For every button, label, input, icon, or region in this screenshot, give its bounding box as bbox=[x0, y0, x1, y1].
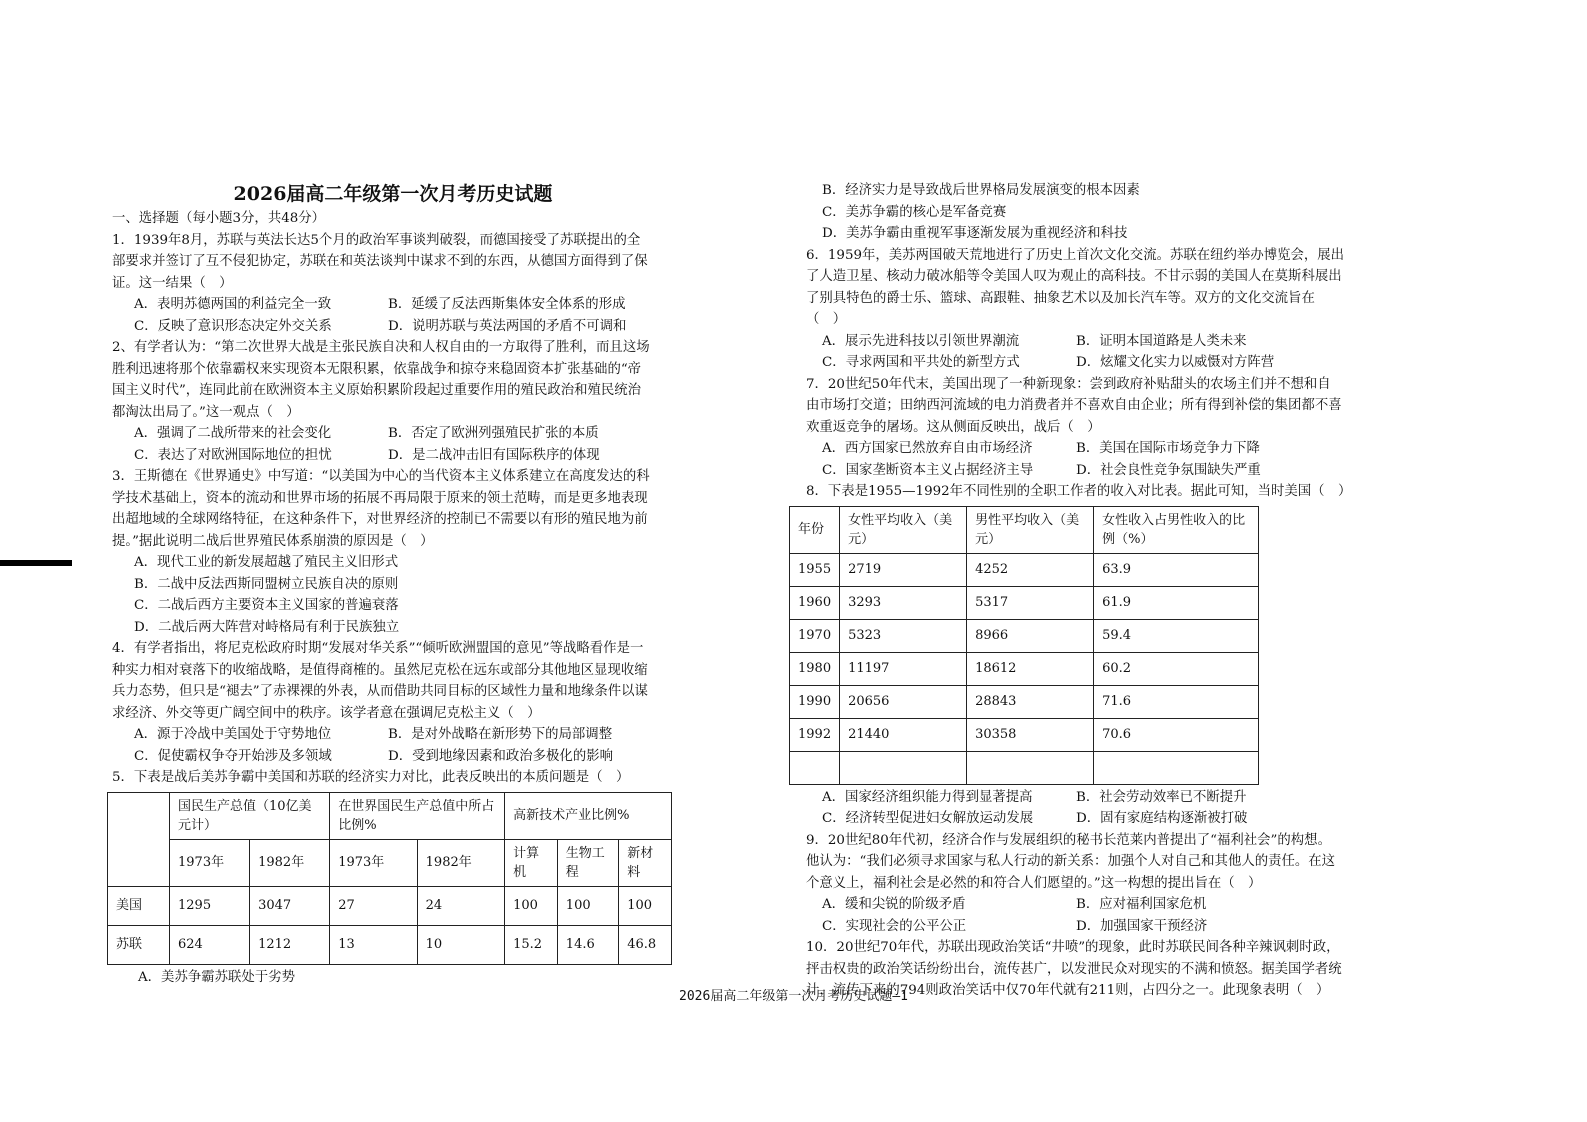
section-heading: 一、选择题（每小题3分，共48分） bbox=[112, 211, 326, 226]
question-stem-line: 都淘汰出局了。”这一观点（ ） bbox=[112, 404, 300, 420]
question-stem: 5．下表是战后美苏争霸中美国和苏联的经济实力对比，此表反映出的本质问题是（ ） bbox=[112, 770, 630, 785]
table-cell: 5323 bbox=[840, 619, 967, 652]
option-c: C．经济转型促进妇女解放运动发展 bbox=[822, 811, 1034, 826]
table-cell: 14.6 bbox=[557, 925, 618, 964]
question-stem-line: 计，流传下来的794则政治笑话中仅70年代就有211则，占四分之一。此现象表明（ ） bbox=[806, 983, 1330, 998]
option-c: C．实现社会的公平公正 bbox=[822, 918, 967, 934]
option-d: D．社会良性竞争氛围缺失严重 bbox=[1076, 462, 1261, 478]
table-cell: 1295 bbox=[170, 886, 250, 925]
table-cell bbox=[790, 751, 840, 784]
table-header: 新材料 bbox=[619, 839, 672, 886]
table-cell: 100 bbox=[619, 886, 672, 925]
table-header-tech: 高新技术产业比例% bbox=[505, 792, 672, 839]
option-d: D．炫耀文化实力以威慑对方阵营 bbox=[1076, 355, 1275, 370]
table-header-row bbox=[108, 839, 672, 886]
question-stem-line: 证。这一结果（ ） bbox=[112, 275, 233, 291]
question-2 bbox=[112, 337, 674, 466]
table-cell: 1992 bbox=[790, 718, 840, 751]
table-row bbox=[790, 685, 1259, 718]
question-stem-line: 7．20世纪50年代末，美国出现了一种新现象：尝到政府补贴甜头的农场主们并不想和自 bbox=[806, 376, 1331, 392]
table-cell: 3047 bbox=[250, 886, 330, 925]
table-cell: 1960 bbox=[790, 586, 840, 619]
table-row bbox=[108, 925, 672, 964]
option-b: B．是对外战略在新形势下的局部调整 bbox=[388, 727, 613, 742]
question-stem-line: 欢重返竞争的屠场。这从侧面反映出，战后（ ） bbox=[806, 419, 1101, 435]
option-a: A．源于冷战中美国处于守势地位 bbox=[134, 727, 332, 742]
option-b: B．证明本国道路是人类未来 bbox=[1076, 333, 1247, 349]
table-row bbox=[790, 553, 1259, 586]
option-c: C．二战后西方主要资本主义国家的普遍衰落 bbox=[134, 598, 399, 613]
table-cell: 59.4 bbox=[1094, 619, 1259, 652]
option-a: A．美苏争霸苏联处于劣势 bbox=[138, 969, 295, 985]
table-header: 计算机 bbox=[505, 839, 558, 886]
question-5 bbox=[112, 767, 674, 988]
question-stem-line: 学技术基础上，资本的流动和世界市场的拓展不再局限于原来的领土范畴，而是更多地表现 bbox=[112, 490, 648, 506]
exam-title: 2026届高二年级第一次月考历史试题 bbox=[233, 183, 553, 205]
table-cell: 5317 bbox=[967, 586, 1094, 619]
income-comparison-table bbox=[789, 506, 1259, 785]
question-9 bbox=[806, 830, 1362, 938]
option-c: C．反映了意识形态决定外交关系 bbox=[134, 318, 332, 334]
table-row bbox=[790, 751, 1259, 784]
table-cell: 30358 bbox=[967, 718, 1094, 751]
table-cell: 15.2 bbox=[505, 925, 558, 964]
table-cell: 624 bbox=[170, 925, 250, 964]
table-cell: 2719 bbox=[840, 553, 967, 586]
table-cell: 100 bbox=[557, 886, 618, 925]
question-stem-line: 个意义上，福利社会是必然的和符合人们愿望的。”这一构想的提出旨在（ ） bbox=[806, 875, 1262, 891]
option-a: A．西方国家已然放弃自由市场经济 bbox=[822, 441, 1033, 456]
question-stem-line: 抨击权贵的政治笑话纷纷出台，流传甚广，以发泄民众对现实的不满和愤怒。据美国学者统 bbox=[806, 961, 1342, 977]
table-cell bbox=[967, 751, 1094, 784]
table-cell bbox=[840, 751, 967, 784]
table-header: 生物工程 bbox=[557, 839, 618, 886]
question-stem: 8．下表是1955—1992年不同性别的全职工作者的收入对比表。据此可知，当时美国（ ） bbox=[806, 484, 1352, 499]
table-row bbox=[790, 619, 1259, 652]
table-cell: 18612 bbox=[967, 652, 1094, 685]
table-cell: 28843 bbox=[967, 685, 1094, 718]
question-stem-line: 9．20世纪80年代初，经济合作与发展组织的秘书长范莱内普提出了“福利社会”的构想。 bbox=[806, 832, 1331, 848]
question-stem-line: 他认为：“我们必须寻求国家与私人行动的新关系：加强个人对自己和其他人的责任。在这 bbox=[806, 854, 1336, 869]
question-stem-line: 国主义时代”，连同此前在欧洲资本主义原始积累阶段起过重要作用的殖民政治和殖民统治 bbox=[112, 383, 642, 398]
question-stem-line: 了人造卫星、核动力破冰船等令美国人叹为观止的高科技。不甘示弱的美国人在莫斯科展出 bbox=[806, 269, 1342, 284]
question-stem-line: 了别具特色的爵士乐、篮球、高跟鞋、抽象艺术以及加长汽车等。双方的文化交流旨在 bbox=[806, 290, 1315, 306]
table-cell: 60.2 bbox=[1094, 652, 1259, 685]
table-cell bbox=[108, 792, 170, 886]
table-cell: 100 bbox=[505, 886, 558, 925]
table-cell: 1970 bbox=[790, 619, 840, 652]
table-header: 男性平均收入（美元） bbox=[967, 506, 1094, 553]
table-row bbox=[108, 886, 672, 925]
economic-comparison-table bbox=[107, 792, 672, 965]
option-d: D．美苏争霸由重视军事逐渐发展为重视经济和科技 bbox=[822, 226, 1128, 241]
option-d: D．二战后两大阵营对峙格局有利于民族独立 bbox=[134, 619, 400, 635]
left-column bbox=[112, 180, 674, 988]
table-cell: 4252 bbox=[967, 553, 1094, 586]
table-row bbox=[790, 718, 1259, 751]
table-cell: 1212 bbox=[250, 925, 330, 964]
option-b: B．否定了欧洲列强殖民扩张的本质 bbox=[388, 426, 599, 441]
option-d: D．受到地缘因素和政治多极化的影响 bbox=[388, 748, 613, 764]
question-stem-line: 种实力相对衰落下的收缩战略，是值得商榷的。虽然尼克松在远东或部分其他地区显现收缩 bbox=[112, 662, 648, 678]
table-cell: 21440 bbox=[840, 718, 967, 751]
page-footer: 2026届高二年级第一次月考历史试题—1 bbox=[679, 989, 908, 1004]
question-stem-line: 3．王斯德在《世界通史》中写道：“以美国为中心的当代资本主义体系建立在高度发达的科 bbox=[112, 469, 650, 484]
option-b: B．延缓了反法西斯集体安全体系的形成 bbox=[388, 297, 626, 312]
table-header: 1982年 bbox=[250, 839, 330, 886]
question-stem-line: （ ） bbox=[806, 312, 847, 327]
table-cell: 46.8 bbox=[619, 925, 672, 964]
table-cell: 13 bbox=[330, 925, 417, 964]
table-cell: 苏联 bbox=[108, 925, 170, 964]
table-cell: 27 bbox=[330, 886, 417, 925]
option-a: A．国家经济组织能力得到显著提高 bbox=[822, 789, 1033, 805]
question-stem-line: 提。”据此说明二战后世界殖民体系崩溃的原因是（ ） bbox=[112, 533, 434, 549]
table-header: 女性收入占男性收入的比例（%） bbox=[1094, 506, 1259, 553]
question-stem-line: 2、有学者认为：“第二次世界大战是主张民族自决和人权自由的一方取得了胜利，而且这场 bbox=[112, 340, 650, 355]
question-stem-line: 由市场打交道；田纳西河流域的电力消费者并不喜欢自由企业；所有得到补偿的集团都不喜 bbox=[806, 398, 1342, 413]
option-d: D．加强国家干预经济 bbox=[1076, 918, 1208, 934]
table-cell: 63.9 bbox=[1094, 553, 1259, 586]
table-header: 1982年 bbox=[417, 839, 504, 886]
question-4 bbox=[112, 638, 674, 767]
question-stem-line: 6．1959年，美苏两国破天荒地进行了历史上首次文化交流。苏联在纽约举办博览会，展出 bbox=[806, 247, 1345, 263]
table-cell: 61.9 bbox=[1094, 586, 1259, 619]
option-b: B．社会劳动效率已不断提升 bbox=[1076, 789, 1247, 805]
option-c: C．美苏争霸的核心是军备竞赛 bbox=[822, 204, 1007, 220]
table-cell: 11197 bbox=[840, 652, 967, 685]
table-header: 1973年 bbox=[330, 839, 417, 886]
option-c: C．国家垄断资本主义占据经济主导 bbox=[822, 462, 1034, 478]
question-stem-line: 胜利迅速将那个依靠霸权来实现资本无限积累，依靠战争和掠夺来稳固资本扩张基础的“帝 bbox=[112, 361, 642, 377]
option-c: C．寻求两国和平共处的新型方式 bbox=[822, 355, 1020, 370]
option-b: B．美国在国际市场竞争力下降 bbox=[1076, 441, 1260, 456]
table-cell: 3293 bbox=[840, 586, 967, 619]
option-d: D．说明苏联与英法两国的矛盾不可调和 bbox=[388, 318, 627, 334]
table-header-share: 在世界国民生产总值中所占比例% bbox=[330, 792, 505, 839]
table-cell: 1955 bbox=[790, 553, 840, 586]
option-b: B．经济实力是导致战后世界格局发展演变的根本因素 bbox=[822, 183, 1140, 198]
binding-edge-mark bbox=[0, 560, 72, 566]
question-3 bbox=[112, 466, 674, 638]
table-cell: 8966 bbox=[967, 619, 1094, 652]
table-cell: 71.6 bbox=[1094, 685, 1259, 718]
table-cell: 70.6 bbox=[1094, 718, 1259, 751]
option-c: C．促使霸权争夺开始涉及多领域 bbox=[134, 748, 332, 764]
table-row bbox=[790, 652, 1259, 685]
table-cell: 10 bbox=[417, 925, 504, 964]
table-header-row bbox=[790, 506, 1259, 553]
question-8 bbox=[798, 481, 1362, 830]
table-header-row bbox=[108, 792, 672, 839]
table-cell: 美国 bbox=[108, 886, 170, 925]
question-6 bbox=[806, 245, 1362, 374]
table-row bbox=[790, 586, 1259, 619]
option-b: B．二战中反法西斯同盟树立民族自决的原则 bbox=[134, 576, 399, 592]
question-stem-line: 求经济、外交等更广阔空间中的秩序。该学者意在强调尼克松主义（ ） bbox=[112, 705, 541, 721]
table-cell: 1980 bbox=[790, 652, 840, 685]
question-stem-line: 1．1939年8月，苏联与英法长达5个月的政治军事谈判破裂，而德国接受了苏联提出的全 bbox=[112, 232, 641, 248]
option-b: B．应对福利国家危机 bbox=[1076, 897, 1207, 912]
table-header: 1973年 bbox=[170, 839, 250, 886]
right-column bbox=[798, 180, 1362, 1002]
option-c: C．表达了对欧洲国际地位的担忧 bbox=[134, 447, 332, 463]
option-d: D．是二战冲击旧有国际秩序的体现 bbox=[388, 447, 600, 463]
table-cell: 1990 bbox=[790, 685, 840, 718]
option-a: A．现代工业的新发展超越了殖民主义旧形式 bbox=[134, 555, 399, 570]
question-1 bbox=[112, 230, 674, 338]
option-a: A．缓和尖锐的阶级矛盾 bbox=[822, 897, 966, 912]
question-stem-line: 出超地域的全球网络特征，在这种条件下，对世界经济的控制已不需要以有形的殖民地为前 bbox=[112, 512, 648, 527]
option-d: D．固有家庭结构逐渐被打破 bbox=[1076, 811, 1248, 826]
question-stem-line: 兵力态势，但只是“褪去”了赤裸裸的外表，从而借助共同目标的区域性力量和地缘条件以谋 bbox=[112, 684, 648, 699]
table-cell: 20656 bbox=[840, 685, 967, 718]
question-stem-line: 4．有学者指出，将尼克松政府时期“发展对华关系”“倾听欧洲盟国的意见”等战略看作是一 bbox=[112, 641, 644, 656]
question-stem-line: 10．20世纪70年代，苏联出现政治笑话“井喷”的现象，此时苏联民间各种辛辣讽刺时政， bbox=[806, 940, 1340, 955]
option-a: A．展示先进科技以引领世界潮流 bbox=[822, 333, 1020, 349]
table-header: 女性平均收入（美元） bbox=[840, 506, 967, 553]
option-a: A．表明苏德两国的利益完全一致 bbox=[134, 297, 332, 312]
question-stem-line: 部要求并签订了互不侵犯协定，苏联在和英法谈判中谋求不到的东西，从德国方面得到了保 bbox=[112, 254, 648, 269]
table-cell bbox=[1094, 751, 1259, 784]
option-a: A．强调了二战所带来的社会变化 bbox=[134, 426, 332, 441]
table-cell: 24 bbox=[417, 886, 504, 925]
table-header: 年份 bbox=[790, 506, 840, 553]
table-header-gnp: 国民生产总值（10亿美元计） bbox=[170, 792, 330, 839]
question-7 bbox=[806, 374, 1362, 482]
